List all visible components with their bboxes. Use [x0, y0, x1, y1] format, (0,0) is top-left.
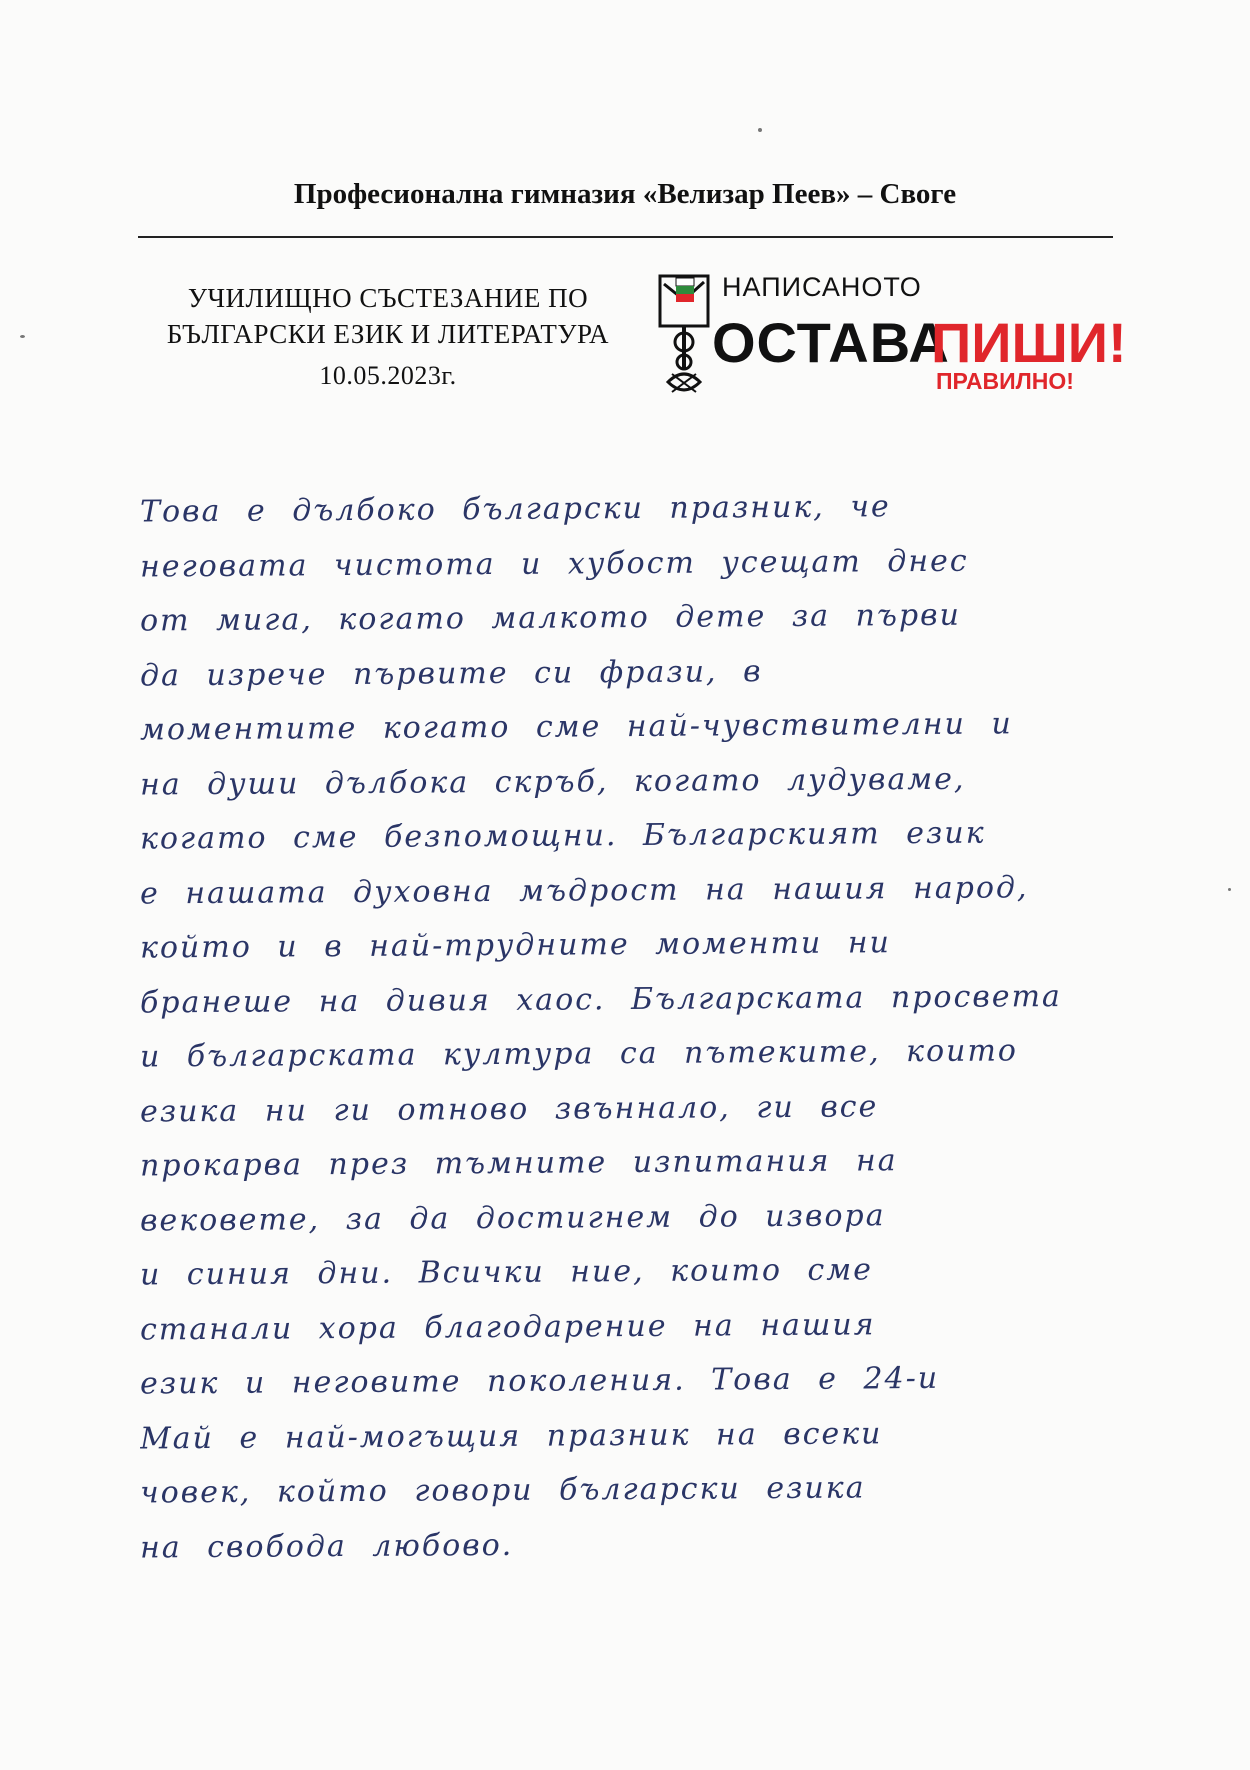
essay-line: Това е дълбоко български празник, че [139, 489, 891, 530]
essay-line: на души дълбока скръб, когато лудуваме, [139, 761, 966, 802]
header-divider [138, 236, 1113, 238]
essay-line: на свобода любово. [139, 1527, 514, 1565]
logo-top-text: НАПИСАНОТО [722, 272, 922, 302]
essay-line: прокарва през тъмните изпитания на [139, 1143, 898, 1184]
essay-line: станали хора благодарение на нашия [139, 1306, 876, 1347]
essay-line: езика ни ги отново звъннало, ги все [139, 1088, 879, 1129]
campaign-logo [654, 270, 1134, 410]
competition-title [128, 280, 648, 394]
essay-line: човек, който говори български езика [139, 1470, 866, 1511]
logo-red-small-text: ПРАВИЛНО! [936, 368, 1074, 394]
competition-line-1: УЧИЛИЩНО СЪСТЕЗАНИЕ ПО [187, 283, 589, 313]
essay-line: е нашата духовна мъдрост на нашия народ, [139, 869, 1029, 911]
competition-line-2: БЪЛГАРСКИ ЕЗИК И ЛИТЕРАТУРА [166, 319, 610, 349]
handwritten-essay [140, 482, 1140, 1572]
logo-main-text: ОСТАВА [712, 311, 950, 374]
essay-line: когато сме безпомощни. Българският език [139, 815, 986, 857]
essay-line: моментите когато сме най-чувствителни и [139, 706, 1013, 748]
essay-line: вековете, за да достигнем до извора [139, 1197, 886, 1238]
essay-line: неговата чистота и хубост усещат днес [139, 543, 969, 584]
essay-line: да изрече първите си фрази, в [139, 653, 763, 693]
essay-line: бранеше на дивия хаос. Българската просвета [139, 978, 1062, 1020]
essay-line: и синия дни. Всички ние, които сме [139, 1252, 874, 1293]
essay-line: който и в най-трудните моменти ни [139, 925, 892, 966]
essay-line: език и неговите поколения. Това е 24-и [139, 1360, 940, 1402]
scan-speck [758, 128, 762, 132]
logo-red-big-text: ПИШИ! [931, 311, 1127, 374]
school-header: Професионална гимназия «Велизар Пеев» – Своге [293, 178, 957, 210]
essay-line: Май е най-могъщия празник на всеки [139, 1415, 883, 1456]
essay-line: и българската култура са пътеките, които [139, 1033, 1019, 1075]
competition-date: 10.05.2023г. [319, 361, 457, 390]
essay-line: от мига, когато малкото дете за първи [139, 597, 962, 639]
scan-speck [20, 335, 25, 338]
scan-speck [1228, 888, 1231, 891]
glagolitic-ornament-icon [654, 270, 714, 405]
